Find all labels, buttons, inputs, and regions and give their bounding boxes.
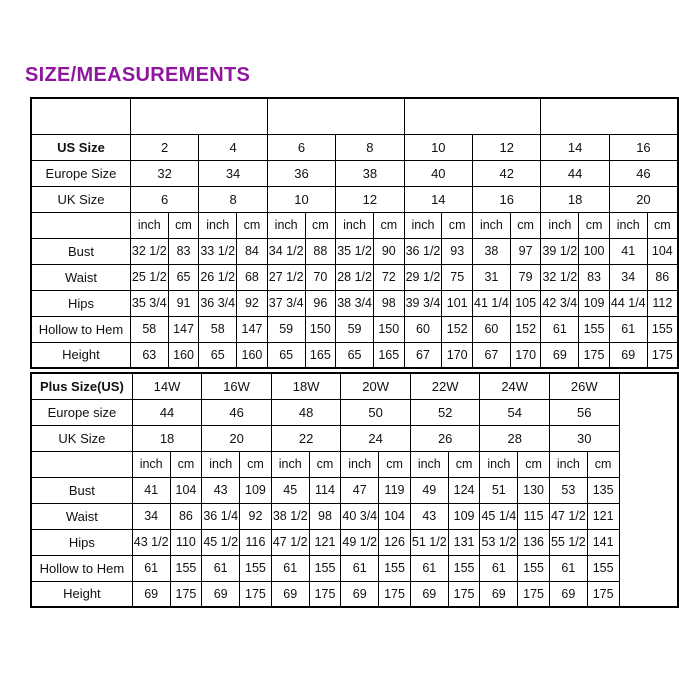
measurement-value-cell: 43: [410, 503, 448, 529]
unit-header-cell: inch: [267, 212, 305, 238]
unit-header-cell: cm: [237, 212, 268, 238]
measurement-value-cell: 155: [379, 555, 411, 581]
measurement-value-cell: 59: [336, 316, 374, 342]
measurement-value-cell: 38 1/2: [271, 503, 309, 529]
size-value-cell: 50: [341, 399, 411, 425]
measurement-value-cell: 31: [473, 264, 511, 290]
row-label: Bust: [31, 477, 132, 503]
measurement-value-cell: 69: [480, 581, 518, 607]
measurement-value-cell: 65: [336, 342, 374, 368]
measurement-value-cell: 36 1/2: [404, 238, 442, 264]
measurement-value-cell: 92: [240, 503, 272, 529]
measurement-value-cell: 69: [609, 342, 647, 368]
measurement-value-cell: 170: [510, 342, 541, 368]
measurement-value-cell: 124: [448, 477, 480, 503]
empty-side-cell: [619, 373, 678, 607]
size-value-cell: 42: [473, 160, 541, 186]
measurement-value-cell: 104: [170, 477, 202, 503]
measurement-value-cell: 36 3/4: [199, 290, 237, 316]
row-label: Bust: [31, 238, 130, 264]
size-value-cell: 24W: [480, 373, 550, 399]
measurement-value-cell: 59: [267, 316, 305, 342]
measurement-value-cell: 136: [518, 529, 550, 555]
measurement-value-cell: 47: [341, 477, 379, 503]
size-row: [31, 134, 678, 160]
measurement-value-cell: 155: [579, 316, 610, 342]
measurement-value-cell: 28 1/2: [336, 264, 374, 290]
unit-header-cell: inch: [199, 212, 237, 238]
size-value-cell: 48: [271, 399, 341, 425]
measurement-value-cell: 36 1/4: [202, 503, 240, 529]
size-value-cell: 30: [549, 425, 619, 451]
measurement-value-cell: 34 1/2: [267, 238, 305, 264]
row-label: Europe Size: [31, 160, 130, 186]
size-value-cell: 8: [199, 186, 267, 212]
measurement-value-cell: 96: [305, 290, 336, 316]
measurement-value-cell: 45 1/2: [202, 529, 240, 555]
size-value-cell: 6: [130, 186, 198, 212]
measurement-value-cell: 61: [132, 555, 170, 581]
spacer-label-cell: [31, 98, 130, 134]
size-value-cell: 2: [130, 134, 198, 160]
size-value-cell: 38: [336, 160, 404, 186]
measurement-value-cell: 155: [587, 555, 619, 581]
row-label: Hips: [31, 290, 130, 316]
measurement-value-cell: 39 3/4: [404, 290, 442, 316]
size-value-cell: 16W: [202, 373, 272, 399]
measurement-value-cell: 61: [549, 555, 587, 581]
size-value-cell: 34: [199, 160, 267, 186]
measurement-value-cell: 61: [480, 555, 518, 581]
spacer-row: [31, 98, 678, 134]
unit-row-label-cell: [31, 212, 130, 238]
measurement-row: [31, 503, 678, 529]
measurement-value-cell: 40 3/4: [341, 503, 379, 529]
measurement-value-cell: 83: [168, 238, 199, 264]
measurement-value-cell: 165: [373, 342, 404, 368]
measurement-value-cell: 152: [442, 316, 473, 342]
measurement-value-cell: 97: [510, 238, 541, 264]
measurement-value-cell: 51 1/2: [410, 529, 448, 555]
measurement-value-cell: 126: [379, 529, 411, 555]
spacer-cell: [267, 98, 404, 134]
measurement-value-cell: 61: [541, 316, 579, 342]
size-value-cell: 20W: [341, 373, 411, 399]
measurement-row: [31, 529, 678, 555]
measurement-value-cell: 51: [480, 477, 518, 503]
measurement-value-cell: 43: [202, 477, 240, 503]
unit-header-cell: inch: [541, 212, 579, 238]
measurement-value-cell: 53 1/2: [480, 529, 518, 555]
measurement-value-cell: 150: [305, 316, 336, 342]
measurement-value-cell: 155: [518, 555, 550, 581]
measurement-value-cell: 47 1/2: [271, 529, 309, 555]
measurement-value-cell: 141: [587, 529, 619, 555]
measurement-value-cell: 42 3/4: [541, 290, 579, 316]
unit-header-cell: inch: [341, 451, 379, 477]
measurement-value-cell: 69: [132, 581, 170, 607]
size-value-cell: 20: [202, 425, 272, 451]
measurement-value-cell: 25 1/2: [130, 264, 168, 290]
measurement-value-cell: 69: [341, 581, 379, 607]
measurement-value-cell: 45 1/4: [480, 503, 518, 529]
unit-header-cell: cm: [168, 212, 199, 238]
unit-header-cell: cm: [647, 212, 678, 238]
measurement-value-cell: 34: [132, 503, 170, 529]
measurement-value-cell: 147: [168, 316, 199, 342]
measurement-value-cell: 49: [410, 477, 448, 503]
measurement-value-cell: 175: [379, 581, 411, 607]
measurement-value-cell: 160: [168, 342, 199, 368]
measurement-value-cell: 47 1/2: [549, 503, 587, 529]
measurement-value-cell: 43 1/2: [132, 529, 170, 555]
size-value-cell: 12: [336, 186, 404, 212]
row-label: US Size: [31, 134, 130, 160]
measurement-row: [31, 581, 678, 607]
measurement-value-cell: 32 1/2: [541, 264, 579, 290]
size-value-cell: 24: [341, 425, 411, 451]
size-value-cell: 6: [267, 134, 335, 160]
size-row: [31, 373, 678, 399]
measurement-value-cell: 84: [237, 238, 268, 264]
measurement-value-cell: 98: [309, 503, 341, 529]
measurement-value-cell: 67: [473, 342, 511, 368]
row-label: Height: [31, 342, 130, 368]
size-value-cell: 22: [271, 425, 341, 451]
size-value-cell: 10: [404, 134, 472, 160]
measurement-value-cell: 116: [240, 529, 272, 555]
measurement-value-cell: 65: [267, 342, 305, 368]
measurement-row: [31, 342, 678, 368]
unit-header-cell: cm: [448, 451, 480, 477]
measurement-value-cell: 175: [579, 342, 610, 368]
measurement-value-cell: 130: [518, 477, 550, 503]
row-label: Hollow to Hem: [31, 555, 132, 581]
spacer-cell: [541, 98, 678, 134]
measurement-value-cell: 115: [518, 503, 550, 529]
measurement-value-cell: 79: [510, 264, 541, 290]
measurement-value-cell: 38: [473, 238, 511, 264]
measurement-row: [31, 264, 678, 290]
size-value-cell: 40: [404, 160, 472, 186]
measurement-value-cell: 155: [647, 316, 678, 342]
measurement-value-cell: 109: [448, 503, 480, 529]
measurement-value-cell: 160: [237, 342, 268, 368]
size-value-cell: 26: [410, 425, 480, 451]
measurement-value-cell: 104: [647, 238, 678, 264]
size-value-cell: 16: [609, 134, 678, 160]
measurement-value-cell: 33 1/2: [199, 238, 237, 264]
size-value-cell: 46: [202, 399, 272, 425]
measurement-value-cell: 61: [341, 555, 379, 581]
row-label: Plus Size(US): [31, 373, 132, 399]
row-label: UK Size: [31, 425, 132, 451]
measurement-value-cell: 131: [448, 529, 480, 555]
standard-size-table: [30, 97, 679, 369]
measurement-value-cell: 100: [579, 238, 610, 264]
unit-header-cell: cm: [309, 451, 341, 477]
row-label: Europe size: [31, 399, 132, 425]
size-value-cell: 44: [132, 399, 202, 425]
size-row: [31, 160, 678, 186]
measurement-value-cell: 69: [549, 581, 587, 607]
measurement-value-cell: 61: [202, 555, 240, 581]
measurement-value-cell: 175: [309, 581, 341, 607]
measurement-value-cell: 61: [271, 555, 309, 581]
unit-header-cell: inch: [410, 451, 448, 477]
row-label: Height: [31, 581, 132, 607]
unit-header-cell: cm: [373, 212, 404, 238]
unit-header-cell: inch: [609, 212, 647, 238]
spacer-cell: [130, 98, 267, 134]
measurement-value-cell: 58: [130, 316, 168, 342]
measurement-value-cell: 175: [240, 581, 272, 607]
measurement-value-cell: 147: [237, 316, 268, 342]
size-value-cell: 4: [199, 134, 267, 160]
unit-header-cell: inch: [202, 451, 240, 477]
measurement-value-cell: 109: [240, 477, 272, 503]
measurement-value-cell: 112: [647, 290, 678, 316]
unit-header-cell: cm: [305, 212, 336, 238]
row-label: Waist: [31, 503, 132, 529]
size-value-cell: 54: [480, 399, 550, 425]
size-row: [31, 186, 678, 212]
measurement-value-cell: 35 1/2: [336, 238, 374, 264]
measurement-value-cell: 69: [541, 342, 579, 368]
measurement-value-cell: 119: [379, 477, 411, 503]
measurement-value-cell: 69: [410, 581, 448, 607]
size-value-cell: 16: [473, 186, 541, 212]
measurement-value-cell: 38 3/4: [336, 290, 374, 316]
plus-size-table: [30, 372, 679, 608]
measurement-row: [31, 290, 678, 316]
size-value-cell: 22W: [410, 373, 480, 399]
measurement-value-cell: 88: [305, 238, 336, 264]
measurement-value-cell: 165: [305, 342, 336, 368]
size-value-cell: 36: [267, 160, 335, 186]
measurement-value-cell: 26 1/2: [199, 264, 237, 290]
unit-header-cell: cm: [587, 451, 619, 477]
row-label: UK Size: [31, 186, 130, 212]
unit-row-label-cell: [31, 451, 132, 477]
measurement-value-cell: 53: [549, 477, 587, 503]
measurement-value-cell: 175: [587, 581, 619, 607]
measurement-value-cell: 109: [579, 290, 610, 316]
size-value-cell: 18W: [271, 373, 341, 399]
unit-header-row: [31, 212, 678, 238]
measurement-value-cell: 105: [510, 290, 541, 316]
measurement-value-cell: 45: [271, 477, 309, 503]
measurement-value-cell: 29 1/2: [404, 264, 442, 290]
row-label: Waist: [31, 264, 130, 290]
size-value-cell: 14W: [132, 373, 202, 399]
size-value-cell: 10: [267, 186, 335, 212]
measurement-value-cell: 155: [170, 555, 202, 581]
measurement-value-cell: 93: [442, 238, 473, 264]
measurement-value-cell: 110: [170, 529, 202, 555]
measurement-value-cell: 61: [609, 316, 647, 342]
unit-header-cell: cm: [510, 212, 541, 238]
unit-header-cell: cm: [518, 451, 550, 477]
measurement-row: [31, 238, 678, 264]
measurement-value-cell: 175: [518, 581, 550, 607]
measurement-row: [31, 555, 678, 581]
measurement-value-cell: 90: [373, 238, 404, 264]
measurement-value-cell: 155: [309, 555, 341, 581]
unit-header-cell: inch: [130, 212, 168, 238]
size-value-cell: 12: [473, 134, 541, 160]
measurement-value-cell: 34: [609, 264, 647, 290]
measurement-value-cell: 37 3/4: [267, 290, 305, 316]
measurement-value-cell: 155: [448, 555, 480, 581]
measurement-value-cell: 41: [132, 477, 170, 503]
unit-header-cell: cm: [579, 212, 610, 238]
measurement-value-cell: 86: [170, 503, 202, 529]
measurement-value-cell: 49 1/2: [341, 529, 379, 555]
size-value-cell: 8: [336, 134, 404, 160]
measurement-value-cell: 41: [609, 238, 647, 264]
measurement-value-cell: 65: [199, 342, 237, 368]
measurement-value-cell: 55 1/2: [549, 529, 587, 555]
measurement-value-cell: 75: [442, 264, 473, 290]
unit-header-row: [31, 451, 678, 477]
measurement-value-cell: 152: [510, 316, 541, 342]
measurement-value-cell: 175: [448, 581, 480, 607]
measurement-value-cell: 60: [404, 316, 442, 342]
measurement-value-cell: 58: [199, 316, 237, 342]
measurement-value-cell: 83: [579, 264, 610, 290]
measurement-value-cell: 41 1/4: [473, 290, 511, 316]
spacer-cell: [404, 98, 541, 134]
unit-header-cell: cm: [170, 451, 202, 477]
unit-header-cell: cm: [442, 212, 473, 238]
unit-header-cell: cm: [379, 451, 411, 477]
measurement-value-cell: 72: [373, 264, 404, 290]
measurement-value-cell: 101: [442, 290, 473, 316]
size-value-cell: 52: [410, 399, 480, 425]
measurement-value-cell: 70: [305, 264, 336, 290]
size-value-cell: 18: [132, 425, 202, 451]
measurement-value-cell: 65: [168, 264, 199, 290]
measurement-value-cell: 69: [202, 581, 240, 607]
measurement-value-cell: 67: [404, 342, 442, 368]
unit-header-cell: inch: [404, 212, 442, 238]
measurement-value-cell: 170: [442, 342, 473, 368]
size-row: [31, 425, 678, 451]
measurement-value-cell: 39 1/2: [541, 238, 579, 264]
measurement-value-cell: 91: [168, 290, 199, 316]
size-value-cell: 26W: [549, 373, 619, 399]
measurement-value-cell: 92: [237, 290, 268, 316]
measurement-value-cell: 150: [373, 316, 404, 342]
measurement-value-cell: 63: [130, 342, 168, 368]
row-label: Hips: [31, 529, 132, 555]
unit-header-cell: inch: [271, 451, 309, 477]
unit-header-cell: inch: [549, 451, 587, 477]
unit-header-cell: inch: [132, 451, 170, 477]
measurement-value-cell: 175: [647, 342, 678, 368]
size-value-cell: 14: [541, 134, 609, 160]
unit-header-cell: inch: [336, 212, 374, 238]
measurement-value-cell: 121: [309, 529, 341, 555]
measurement-value-cell: 61: [410, 555, 448, 581]
size-value-cell: 14: [404, 186, 472, 212]
size-value-cell: 56: [549, 399, 619, 425]
measurement-value-cell: 121: [587, 503, 619, 529]
measurement-value-cell: 135: [587, 477, 619, 503]
measurement-value-cell: 32 1/2: [130, 238, 168, 264]
size-value-cell: 18: [541, 186, 609, 212]
measurement-value-cell: 68: [237, 264, 268, 290]
measurement-row: [31, 316, 678, 342]
size-row: [31, 399, 678, 425]
measurement-value-cell: 98: [373, 290, 404, 316]
size-value-cell: 32: [130, 160, 198, 186]
size-value-cell: 44: [541, 160, 609, 186]
row-label: Hollow to Hem: [31, 316, 130, 342]
measurement-value-cell: 86: [647, 264, 678, 290]
measurement-value-cell: 175: [170, 581, 202, 607]
measurement-value-cell: 60: [473, 316, 511, 342]
unit-header-cell: inch: [480, 451, 518, 477]
size-value-cell: 20: [609, 186, 678, 212]
measurement-value-cell: 44 1/4: [609, 290, 647, 316]
measurement-value-cell: 27 1/2: [267, 264, 305, 290]
measurement-value-cell: 35 3/4: [130, 290, 168, 316]
measurement-value-cell: 155: [240, 555, 272, 581]
unit-header-cell: cm: [240, 451, 272, 477]
measurement-value-cell: 104: [379, 503, 411, 529]
page-title: SIZE/MEASUREMENTS: [25, 64, 251, 86]
measurement-row: [31, 477, 678, 503]
unit-header-cell: inch: [473, 212, 511, 238]
measurement-value-cell: 114: [309, 477, 341, 503]
size-value-cell: 28: [480, 425, 550, 451]
measurement-value-cell: 69: [271, 581, 309, 607]
size-value-cell: 46: [609, 160, 678, 186]
